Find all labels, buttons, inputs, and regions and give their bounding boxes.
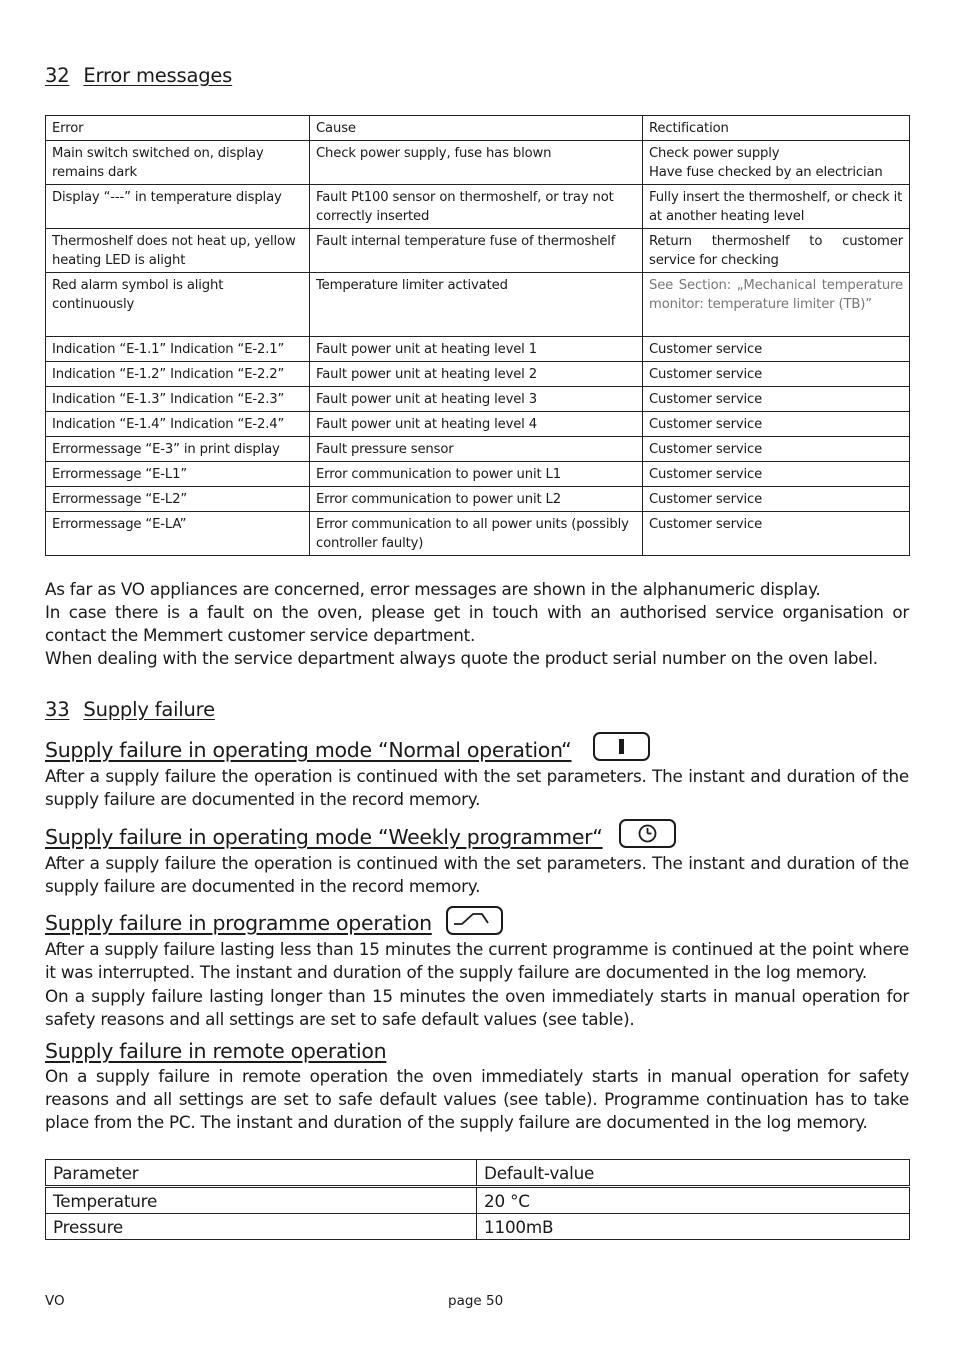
paragraph: On a supply failure in remote operation the oven immediately starts in manual operation for safety reasons and all settings are set to safe default values (see table). Programme continuation has to take place from the PC. The instant and duration of the supply failure are documented in the log memory. [45, 1066, 909, 1132]
table-row [46, 185, 910, 229]
cause-cell: Fault power unit at heating level 2 [310, 362, 643, 387]
cause-cell: Error communication to all power units (possibly controller faulty) [310, 512, 643, 556]
table-row [46, 412, 910, 437]
table-row [46, 1214, 910, 1240]
rectification-cell: Return thermoshelf to customer service for checking [643, 229, 910, 273]
table-row [46, 141, 910, 185]
remote-operation-heading: Supply failure in remote operation [45, 1039, 387, 1063]
paragraph: When dealing with the service department always quote the product serial number on the oven label. [45, 648, 878, 668]
parameter-cell: Pressure [46, 1214, 477, 1240]
ramp-icon [446, 906, 503, 935]
rectification-cell: Customer service [643, 362, 910, 387]
error-cell: Errormessage “E-L2” [46, 487, 310, 512]
table-row [46, 387, 910, 412]
table-row [46, 437, 910, 462]
rectification-cell: Customer service [643, 462, 910, 487]
cause-cell: Fault power unit at heating level 4 [310, 412, 643, 437]
normal-operation-heading: Supply failure in operating mode “Normal operation“ [45, 738, 572, 762]
section-number: 32 [45, 64, 70, 87]
error-cell: Indication “E-1.1” Indication “E-2.1” [46, 337, 310, 362]
section-title: Error messages [83, 64, 233, 87]
normal-operation-text-block [45, 765, 909, 811]
error-cell: Red alarm symbol is alight continuously [46, 273, 310, 337]
value-cell: 20 °C [477, 1187, 910, 1214]
table-header-row [46, 1160, 910, 1187]
cause-cell: Fault internal temperature fuse of thermoshelf [310, 229, 643, 273]
header-cell: Cause [310, 116, 643, 141]
error-cell: Errormessage “E-LA” [46, 512, 310, 556]
paragraph: In case there is a fault on the oven, please get in touch with an authorised service organisation or contact the Memmert customer service department. [45, 602, 909, 645]
footer-model: VO [45, 1293, 65, 1309]
table-row [46, 1187, 910, 1214]
section-number: 33 [45, 698, 70, 721]
header-cell: Default-value [477, 1160, 910, 1187]
cause-cell: Fault power unit at heating level 1 [310, 337, 643, 362]
table-row [46, 337, 910, 362]
normal-operation-icon [593, 732, 650, 761]
paragraph: After a supply failure the operation is continued with the set parameters. The instant and duration of the supply failure are documented in the record memory. [45, 766, 909, 809]
programme-operation-heading: Supply failure in programme operation [45, 911, 432, 935]
rectification-cell: Customer service [643, 512, 910, 556]
error-cell: Indication “E-1.4” Indication “E-2.4” [46, 412, 310, 437]
error-intro-text [45, 578, 909, 670]
weekly-programmer-heading: Supply failure in operating mode “Weekly programmer“ [45, 825, 603, 849]
section-33-heading [45, 698, 215, 721]
parameter-cell: Temperature [46, 1187, 477, 1214]
rectification-cell-reference: See Section: „Mechanical temperature monitor: temperature limiter (TB)” [643, 273, 910, 337]
error-cell: Indication “E-1.2” Indication “E-2.2” [46, 362, 310, 387]
cause-cell: Check power supply, fuse has blown [310, 141, 643, 185]
rectification-cell: Fully insert the thermoshelf, or check it at another heating level [643, 185, 910, 229]
header-cell: Error [46, 116, 310, 141]
error-table [45, 115, 910, 556]
cause-cell: Temperature limiter activated [310, 273, 643, 337]
remote-operation-text-block [45, 1065, 909, 1134]
table-row [46, 273, 910, 337]
paragraph: As far as VO appliances are concerned, error messages are shown in the alphanumeric display. [45, 579, 821, 599]
header-cell: Parameter [46, 1160, 477, 1187]
error-cell: Display “---” in temperature display [46, 185, 310, 229]
error-cell: Main switch switched on, display remains dark [46, 141, 310, 185]
page-number: page 50 [448, 1293, 504, 1309]
cause-cell: Fault pressure sensor [310, 437, 643, 462]
error-cell: Indication “E-1.3” Indication “E-2.3” [46, 387, 310, 412]
table-row [46, 229, 910, 273]
header-cell: Rectification [643, 116, 910, 141]
clock-icon [619, 819, 676, 848]
rectification-cell: Customer service [643, 387, 910, 412]
cause-cell: Error communication to power unit L1 [310, 462, 643, 487]
rectification-cell: Check power supply Have fuse checked by an electrician [643, 141, 910, 185]
table-row [46, 487, 910, 512]
paragraph: On a supply failure lasting longer than 15 minutes the oven immediately starts in manual operation for safety reasons and all settings are set to safe default values (see table). [45, 986, 909, 1029]
programme-operation-text-block [45, 938, 909, 1031]
rectification-cell: Customer service [643, 487, 910, 512]
cause-cell: Fault Pt100 sensor on thermoshelf, or tray not correctly inserted [310, 185, 643, 229]
error-cell: Errormessage “E-3” in print display [46, 437, 310, 462]
table-row [46, 362, 910, 387]
error-cell: Thermoshelf does not heat up, yellow heating LED is alight [46, 229, 310, 273]
error-cell: Errormessage “E-L1” [46, 462, 310, 487]
section-32-heading [45, 64, 232, 87]
rectification-cell: Customer service [643, 412, 910, 437]
table-header-row [46, 116, 910, 141]
value-cell: 1100mB [477, 1214, 910, 1240]
cause-cell: Error communication to power unit L2 [310, 487, 643, 512]
paragraph: After a supply failure the operation is continued with the set parameters. The instant and duration of the supply failure are documented in the record memory. [45, 853, 909, 896]
rectification-cell: Customer service [643, 337, 910, 362]
default-values-table [45, 1159, 910, 1240]
paragraph: After a supply failure lasting less than 15 minutes the current programme is continued at the point where it was interrupted. The instant and duration of the supply failure are documented in the log memory. [45, 939, 909, 982]
table-row [46, 462, 910, 487]
table-row [46, 512, 910, 556]
cause-cell: Fault power unit at heating level 3 [310, 387, 643, 412]
section-title: Supply failure [83, 698, 215, 721]
rectification-cell: Customer service [643, 437, 910, 462]
weekly-programmer-text-block [45, 852, 909, 898]
